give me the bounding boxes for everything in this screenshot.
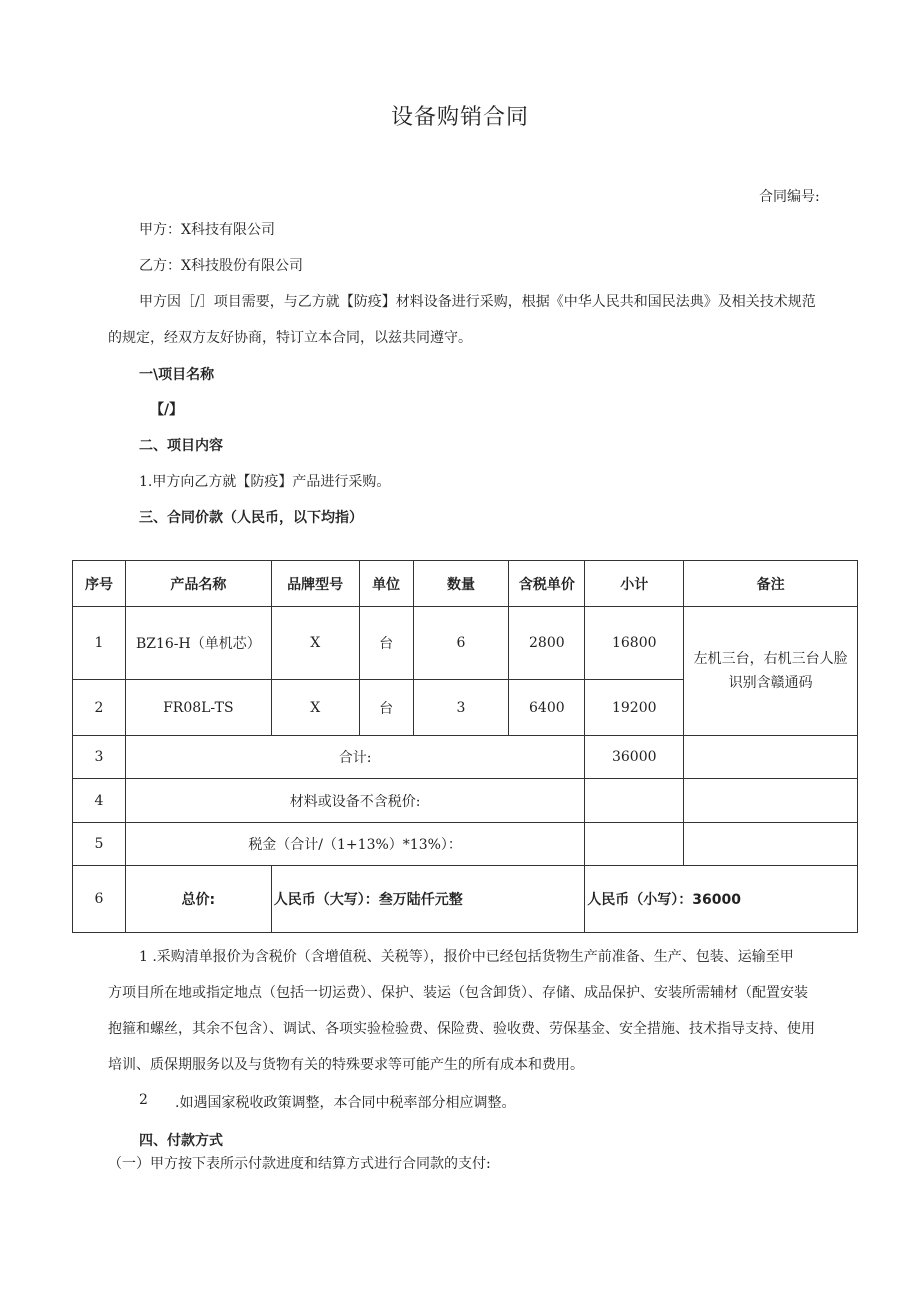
- product-name: BZ16-H（单机芯）: [125, 607, 271, 680]
- section-1-body: 【/】: [150, 402, 184, 418]
- section-1-title: 一\项目名称: [139, 367, 215, 383]
- subtotal: 16800: [585, 607, 684, 680]
- tax-label: 税金（合计/（1+13%）*13%）：: [125, 823, 584, 866]
- note-1-line-4: 培训、质保期服务以及与货物有关的特殊要求等可能产生的所有成本和费用。: [108, 1057, 584, 1073]
- party-a: 甲方：X科技有限公司: [139, 222, 275, 238]
- header-cell: 产品名称: [125, 561, 271, 607]
- section-3-title: 三、合同价款（人民币，以下均指）: [139, 510, 363, 526]
- empty-cell: [684, 823, 858, 866]
- unit-price: 2800: [509, 607, 585, 680]
- table-row-total: [73, 866, 858, 933]
- section-2-body: 1.甲方向乙方就【防疫】产品进行采购。: [139, 474, 391, 490]
- contract-number-label: 合同编号:: [759, 189, 820, 205]
- row-number: 6: [73, 866, 126, 933]
- section-2-title: 二、项目内容: [139, 438, 223, 454]
- quantity: 3: [413, 680, 509, 736]
- unit: 台: [359, 680, 413, 736]
- row-number: 4: [73, 779, 126, 823]
- subtotal: 19200: [585, 680, 684, 736]
- header-cell: 数量: [413, 561, 509, 607]
- remark-cell: 左机三台，右机三台人脸识别含赣通码: [684, 607, 858, 736]
- note-2-number: 2: [139, 1092, 148, 1108]
- header-cell: 序号: [73, 561, 126, 607]
- empty-cell: [684, 779, 858, 823]
- page-title: 设备购销合同: [390, 105, 529, 130]
- party-b: 乙方：X科技股份有限公司: [139, 258, 303, 274]
- note-1-line-3: 抱箍和螺丝，其余不包含）、调试、各项实验检验费、保险费、验收费、劳保基金、安全措施、技术指导支持、使用: [108, 1021, 815, 1037]
- table-row-pretax: [73, 779, 858, 823]
- brand-model: X: [271, 680, 359, 736]
- intro-line-1: 甲方因［/］项目需要，与乙方就【防疫】材料设备进行采购，根据《中华人民共和国民法典》及相关技术规范: [139, 294, 816, 310]
- note-2-text: .如遇国家税收政策调整，本合同中税率部分相应调整。: [175, 1095, 516, 1111]
- section-4-title: 四、付款方式: [139, 1133, 223, 1149]
- header-cell: 备注: [684, 561, 858, 607]
- row-number: 3: [73, 736, 126, 779]
- header-cell: 含税单价: [509, 561, 585, 607]
- table-row-tax: [73, 823, 858, 866]
- sum-value: 36000: [585, 736, 684, 779]
- product-name: FR08L-TS: [125, 680, 271, 736]
- section-4-body: （一）甲方按下表所示付款进度和结算方式进行合同款的支付:: [108, 1156, 491, 1172]
- table-row-sum: [73, 736, 858, 779]
- row-number: 1: [73, 607, 126, 680]
- header-cell: 品牌型号: [271, 561, 359, 607]
- table-row: [73, 607, 858, 680]
- brand-model: X: [271, 607, 359, 680]
- total-upper: 人民币（大写）：叁万陆仟元整: [271, 866, 585, 933]
- empty-cell: [585, 779, 684, 823]
- header-cell: 小计: [585, 561, 684, 607]
- header-cell: 单位: [359, 561, 413, 607]
- row-number: 5: [73, 823, 126, 866]
- sum-label: 合计:: [125, 736, 584, 779]
- price-table: [72, 560, 858, 933]
- unit-price: 6400: [509, 680, 585, 736]
- unit: 台: [359, 607, 413, 680]
- row-number: 2: [73, 680, 126, 736]
- empty-cell: [684, 736, 858, 779]
- pretax-label: 材料或设备不含税价:: [125, 779, 584, 823]
- table-header-row: [73, 561, 858, 607]
- total-label: 总价:: [125, 866, 271, 933]
- quantity: 6: [413, 607, 509, 680]
- note-1-line-1: 1 .采购清单报价为含税价（含增值税、关税等），报价中已经包括货物生产前准备、生产、包装、运输至甲: [139, 949, 794, 965]
- intro-line-2: 的规定，经双方友好协商，特订立本合同，以兹共同遵守。: [108, 330, 472, 346]
- empty-cell: [585, 823, 684, 866]
- total-lower: 人民币（小写）：36000: [585, 866, 858, 933]
- note-1-line-2: 方项目所在地或指定地点（包括一切运费）、保护、装运（包含卸货）、存储、成品保护、安装所需辅材（配置安装: [108, 985, 808, 1001]
